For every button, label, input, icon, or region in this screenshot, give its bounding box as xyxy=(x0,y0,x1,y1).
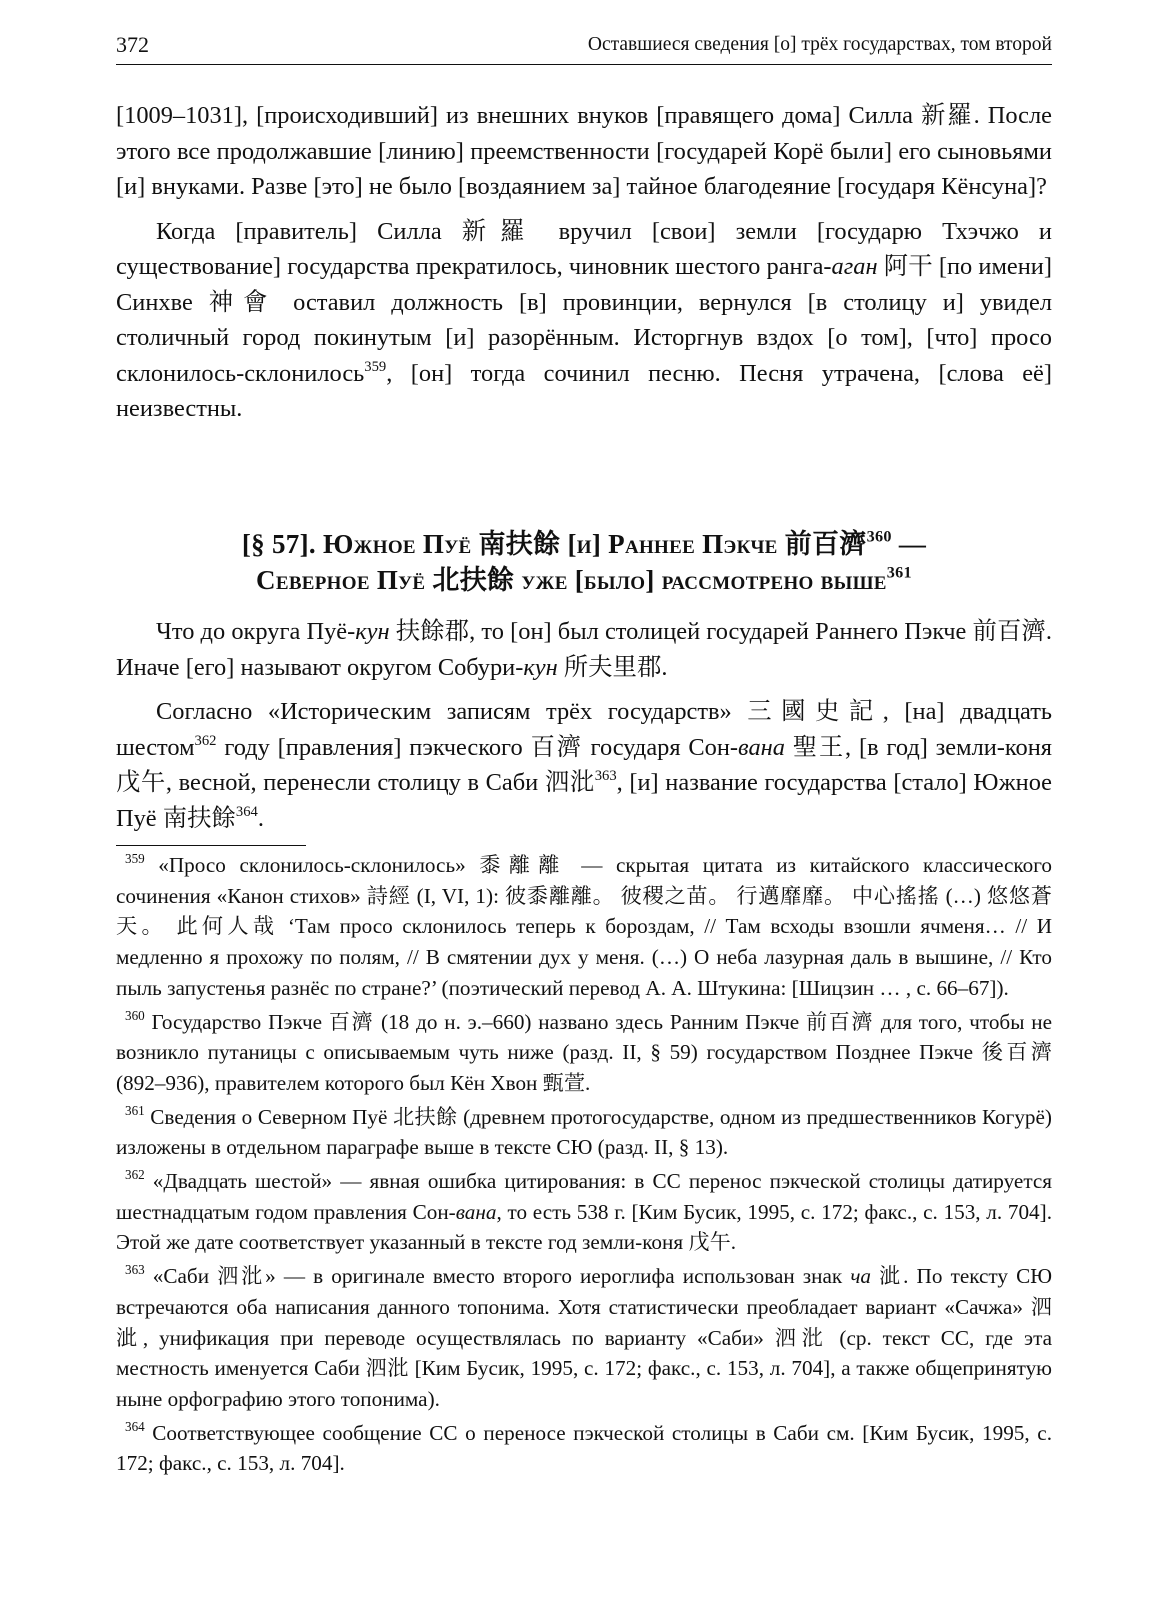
paragraph-pue-kun xyxy=(116,614,1052,685)
text-run: . xyxy=(257,804,264,832)
italic-term: кун xyxy=(523,653,558,681)
paragraph-samguk-sagi xyxy=(116,694,1052,836)
footnote-text: 泚. По тексту СЮ встречаются оба написания данного топонима. Хотя статистически преобладает вариант «Сачжа» 泗泚, унификация при переводе осуществлялась по варианту «Саби» 泗沘 (ср. текст СС, где эта местность именуется Саби 泗沘 [Ким Бусик, 1995, с. 172; факс., с. 153, л. 704], а также общепринятую ныне орфографию этого топонима). xyxy=(116,1264,1052,1411)
text-run: 扶餘郡, то [он] был столицей государей Раннего Пэкче 前百濟. Иначе [его] называют округом Собури- xyxy=(116,618,1052,681)
heading-text: [§ 57]. Южное Пуё 南扶餘 [и] Раннее Пэкче 前百濟 xyxy=(241,529,867,559)
paragraph-continued: [1009–1031], [происходивший] из внешних внуков [правящего дома] Силла 新羅. После этого все продолжавшие [линию] преемственности [государей Корё были] его сыновьями [и] внуками. Разве [это] не было [воздаянием за] тайное благодеяние [государя Кёнсуна]? xyxy=(116,102,1052,200)
footnote-361 xyxy=(116,1102,1052,1163)
paragraph-sinkhve xyxy=(116,214,1052,427)
italic-term: вана xyxy=(738,733,785,761)
footnote-text: Государство Пэкче 百濟 (18 до н. э.–660) названо здесь Ранним Пэкче 前百濟 для того, чтобы не возникло путаницы с описываемым чуть ниже (разд. II, § 59) государством Позднее Пэкче 後百濟 (892–936), правителем которого был Кён Хвон 甄萱. xyxy=(116,1009,1052,1095)
text-run: 所夫里郡. xyxy=(557,653,668,681)
footnote-number: 364 xyxy=(125,1418,145,1434)
text-run: Что до округа Пуё- xyxy=(156,618,356,645)
footnote-separator xyxy=(116,845,306,846)
footnote-text: «Просо склонилось-склонилось» 黍離離 — скрытая цитата из китайского классического сочинения «Канон стихов» 詩經 (I, VI, 1): 彼黍離離。 彼稷之苗。 行邁靡靡。 中心搖搖 (…) 悠悠蒼天。 此何人哉 ‘Там просо склонилось теперь к бороздам, // Там всходы взошли ячменя… // И медленно я прохожу по полям, // В смятении дух у меня. (…) О неба лазурная даль в вышине, // Кто пыль запустенья разнёс по стране?’ (поэтический перевод А. А. Штукина: [Шицзин … , с. 66–67]). xyxy=(116,853,1052,1000)
footnote-number: 362 xyxy=(125,1166,145,1182)
page-number: 372 xyxy=(116,32,149,57)
footnote-text: «Саби 泗沘» — в оригинале вместо второго иероглифа использован знак xyxy=(144,1264,851,1289)
footnote-ref-360: 360 xyxy=(866,527,892,546)
text-run: Согласно «Историческим записям трёх государств» 三國史記, [на] двадцать шестом xyxy=(116,698,1052,761)
footnote-ref-364: 364 xyxy=(235,803,258,820)
footnote-text: «Двадцать шестой» — явная ошибка цитирования: в СС перенос пэкческой столицы датируется шестнадцатым годом правления Сон- xyxy=(116,1169,1052,1224)
top-text-block xyxy=(116,98,1052,427)
footnote-number: 359 xyxy=(125,850,145,866)
italic-term: аган xyxy=(831,253,878,280)
footnote-number: 361 xyxy=(125,1102,145,1118)
text-run: , [он] тогда сочинил песню. Песня утрачена, [слова её] неизвестны. xyxy=(116,359,1052,422)
italic-term: кун xyxy=(355,618,390,645)
footnote-363 xyxy=(116,1261,1052,1415)
footnote-ref-363: 363 xyxy=(594,767,617,784)
running-title: Оставшиеся сведения [о] трёх государствах, том второй xyxy=(587,34,1052,55)
italic-term: ча xyxy=(850,1264,872,1289)
footnotes-block xyxy=(116,850,1052,1479)
heading-dash: — xyxy=(891,529,927,559)
footnote-ref-362: 362 xyxy=(194,732,217,749)
heading-text: Северное Пуё 北扶餘 уже [было] рассмотрено выше xyxy=(256,565,887,595)
italic-term: вана xyxy=(455,1199,497,1224)
text-run: Когда [правитель] Силла 新羅 вручил [свои] земли [государю Тхэчжо и существование] государства прекратилось, чиновник шестого ранга- xyxy=(116,217,1052,280)
text-run: году [правления] пэкческого 百濟 государя Сон- xyxy=(216,733,739,761)
footnote-362 xyxy=(116,1166,1052,1258)
footnote-text: Соответствующее сообщение СС о переносе пэкческой столицы в Саби см. [Ким Бусик, 1995, с. 172; факс., с. 153, л. 704]. xyxy=(116,1420,1052,1476)
footnote-number: 363 xyxy=(125,1261,145,1277)
text-run: 聖王, [в год] земли-коня 戊午, весной, перенесли столицу в Саби 泗沘 xyxy=(116,733,1052,796)
footnote-359 xyxy=(116,850,1052,1004)
section-heading xyxy=(116,526,1052,598)
footnote-364 xyxy=(116,1418,1052,1479)
footnote-ref-361: 361 xyxy=(886,563,912,582)
heading-line-1 xyxy=(116,526,1052,562)
footnote-ref-359: 359 xyxy=(364,358,387,375)
page-header xyxy=(116,30,1052,65)
footnote-360 xyxy=(116,1007,1052,1099)
text-run: , [и] название государства [стало] Южное Пуё 南扶餘 xyxy=(116,769,1053,832)
main-text-block xyxy=(116,614,1052,836)
text-run: 阿干 [по имени] Синхве 神會 оставил должность [в] провинции, вернулся [в столицу и] увидел столичный город покинутым [и] разорённым. Исторгнув вздох [о том], [что] просо склонилось-склонилось xyxy=(116,253,1052,387)
footnote-text: , то есть 538 г. [Ким Бусик, 1995, с. 172; факс., с. 153, л. 704]. Этой же дате соответствует указанный в тексте год земли-коня 戊午. xyxy=(116,1199,1052,1255)
footnote-number: 360 xyxy=(125,1007,145,1023)
footnote-text: Сведения о Северном Пуё 北扶餘 (древнем протогосударстве, одном из предшественников Когурё) изложены в отдельном параграфе выше в тексте СЮ (разд. II, § 13). xyxy=(116,1104,1052,1160)
heading-line-2 xyxy=(116,562,1052,598)
